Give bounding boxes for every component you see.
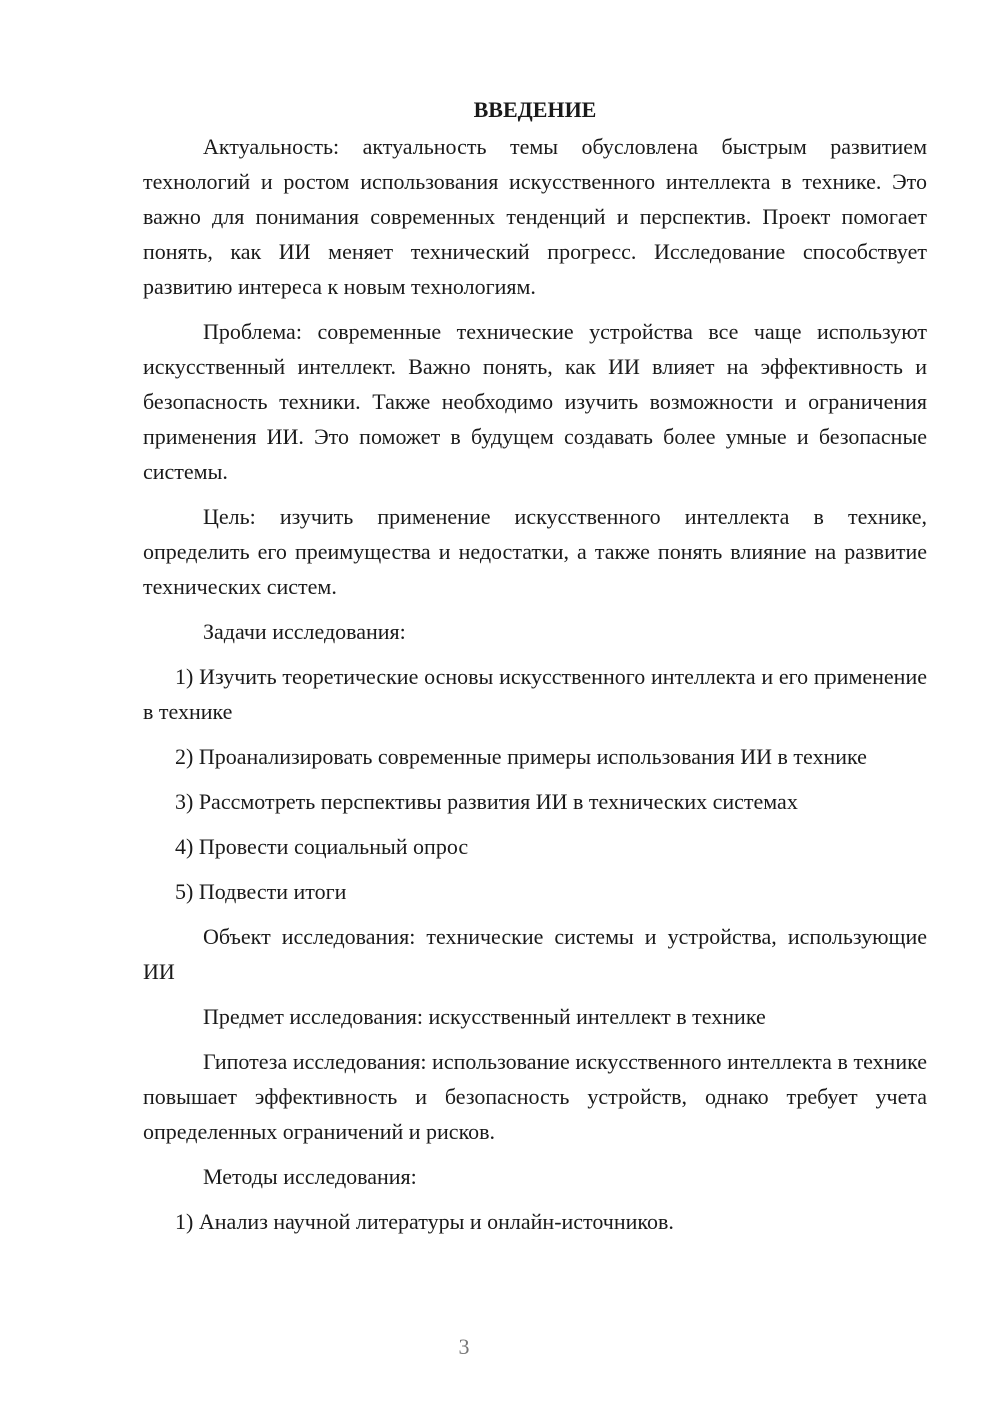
methods-heading: Методы исследования: — [203, 1164, 417, 1189]
paragraph-object: Объект исследования: технические системы и устройства, использующие ИИ — [143, 924, 927, 984]
paragraph-subject: Предмет исследования: искусственный интеллект в технике — [203, 1004, 766, 1029]
paragraph-hypothesis: Гипотеза исследования: использование искусственного интеллекта в технике повышает эффективность и безопасность устройств, однако требует учета определенных ограничений и рисков. — [143, 1049, 927, 1144]
method-item-1: 1) Анализ научной литературы и онлайн-источников. — [175, 1209, 674, 1234]
task-item-5: 5) Подвести итоги — [175, 879, 347, 904]
paragraph-relevance: Актуальность: актуальность темы обусловлена быстрым развитием технологий и ростом использования искусственного интеллекта в технике. Это важно для понимания современных тенденций и перспектив. Проект помогает понять, как ИИ меняет технический прогресс. Исследование способствует развитию интереса к новым технологиям. — [143, 134, 927, 299]
paragraph-goal: Цель: изучить применение искусственного интеллекта в технике, определить его преимущества и недостатки, а также понять влияние на развитие технических систем. — [143, 504, 927, 599]
task-item-3: 3) Рассмотреть перспективы развития ИИ в технических системах — [175, 789, 798, 814]
paragraph-problem: Проблема: современные технические устройства все чаще используют искусственный интеллект. Важно понять, как ИИ влияет на эффективность и безопасность техники. Также необходимо изучить возможности и ограничения применения ИИ. Это поможет в будущем создавать более умные и безопасные системы. — [143, 319, 927, 484]
tasks-heading: Задачи исследования: — [203, 619, 406, 644]
page-number: 3 — [458, 1334, 470, 1359]
document-page — [143, 92, 927, 1239]
task-item-1: 1) Изучить теоретические основы искусственного интеллекта и его применение в технике — [143, 664, 927, 724]
task-item-2: 2) Проанализировать современные примеры использования ИИ в технике — [175, 744, 867, 769]
page-title: ВВЕДЕНИЕ — [473, 97, 597, 122]
task-item-4: 4) Провести социальный опрос — [175, 834, 469, 859]
